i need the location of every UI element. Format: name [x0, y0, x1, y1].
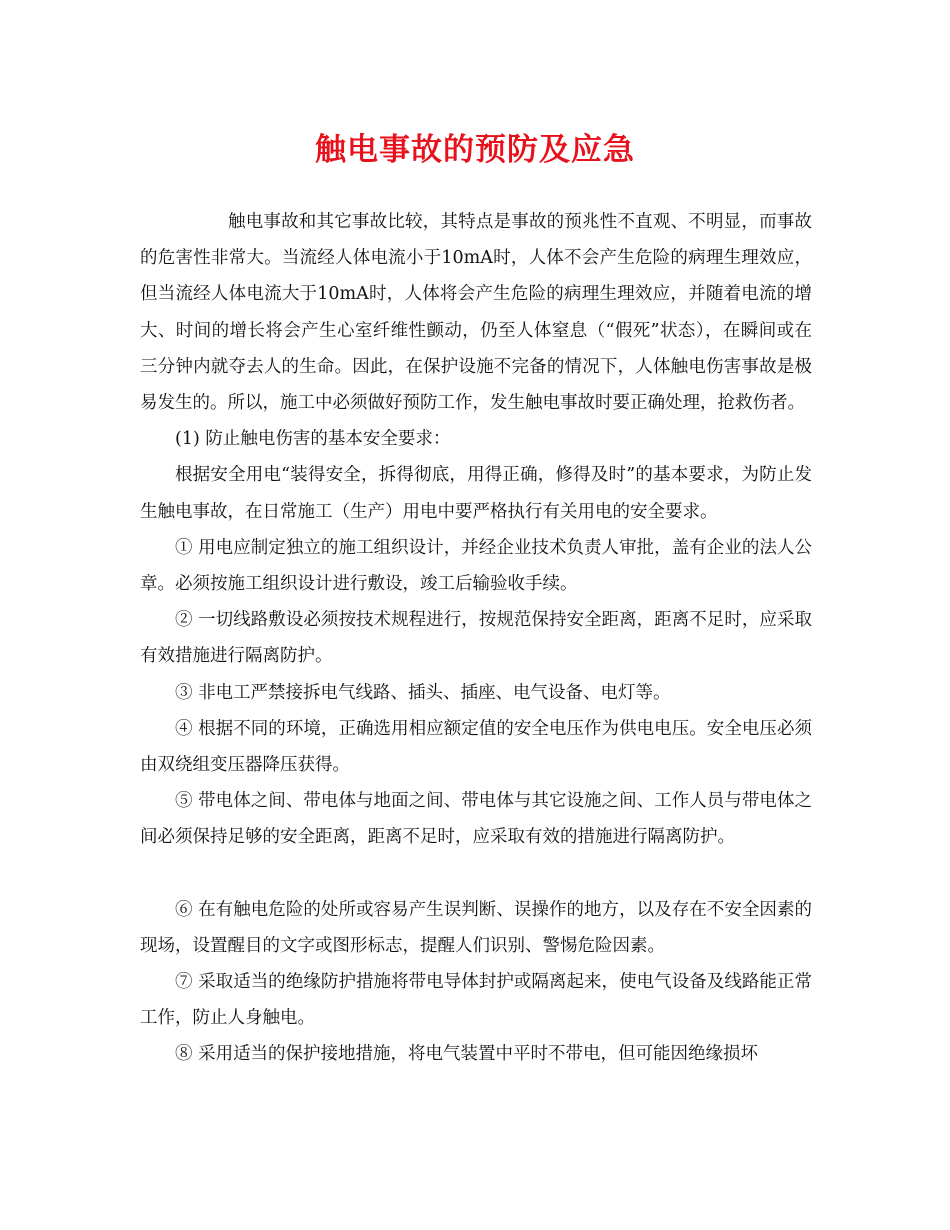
paragraph-requirements: 根据安全用电“装得安全，拆得彻底，用得正确，修得及时”的基本要求，为防止发生触电事故，在日常施工（生产）用电中要严格执行有关用电的安全要求。 [140, 465, 812, 522]
document-body [140, 204, 812, 1073]
list-item-8: ⑧ 采用适当的保护接地措施，将电气装置中平时不带电，但可能因绝缘损坏 [175, 1044, 759, 1065]
document-title: 触电事故的预防及应急 [315, 132, 635, 168]
list-item-6: ⑥ 在有触电危险的处所或容易产生误判断、误操作的地方，以及存在不安全因素的现场，设置醒目的文字或图形标志，提醒人们识别、警惕危险因素。 [140, 899, 812, 956]
blank-line [140, 856, 812, 892]
list-item-5: ⑤ 带电体之间、带电体与地面之间、带电体与其它设施之间、工作人员与带电体之间必须保持足够的安全距离，距离不足时，应采取有效的措施进行隔离防护。 [140, 791, 812, 848]
paragraph-intro: 触电事故和其它事故比较，其特点是事故的预兆性不直观、不明显，而事故的危害性非常大。当流经人体电流小于10mA时，人体不会产生危险的病理生理效应，但当流经人体电流大于10mA时，人体将会产生危险的病理生理效应，并随着电流的增大、时间的增长将会产生心室纤维性颤动，仍至人体窒息（“假死”状态），在瞬间或在三分钟内就夺去人的生命。因此，在保护设施不完备的情况下，人体触电伤害事故是极易发生的。所以，施工中必须做好预防工作，发生触电事故时要正确处理，抢救伤者。 [140, 212, 812, 414]
list-item-4: ④ 根据不同的环境，正确选用相应额定值的安全电压作为供电电压。安全电压必须由双绕组变压器降压获得。 [140, 718, 812, 776]
list-item-2: ② 一切线路敷设必须按技术规程进行，按规范保持安全距离，距离不足时，应采取有效措施进行隔离防护。 [140, 610, 812, 667]
section-heading: (1) 防止触电伤害的基本安全要求： [175, 429, 451, 450]
list-item-3: ③ 非电工严禁接拆电气线路、插头、插座、电气设备、电灯等。 [175, 682, 671, 703]
list-item-1: ① 用电应制定独立的施工组织设计，并经企业技术负责人审批，盖有企业的法人公章。必须按施工组织设计进行敷设，竣工后输验收手续。 [140, 537, 812, 595]
list-item-7: ⑦ 采取适当的绝缘防护措施将带电导体封护或隔离起来，使电气设备及线路能正常工作，防止人身触电。 [140, 972, 812, 1029]
